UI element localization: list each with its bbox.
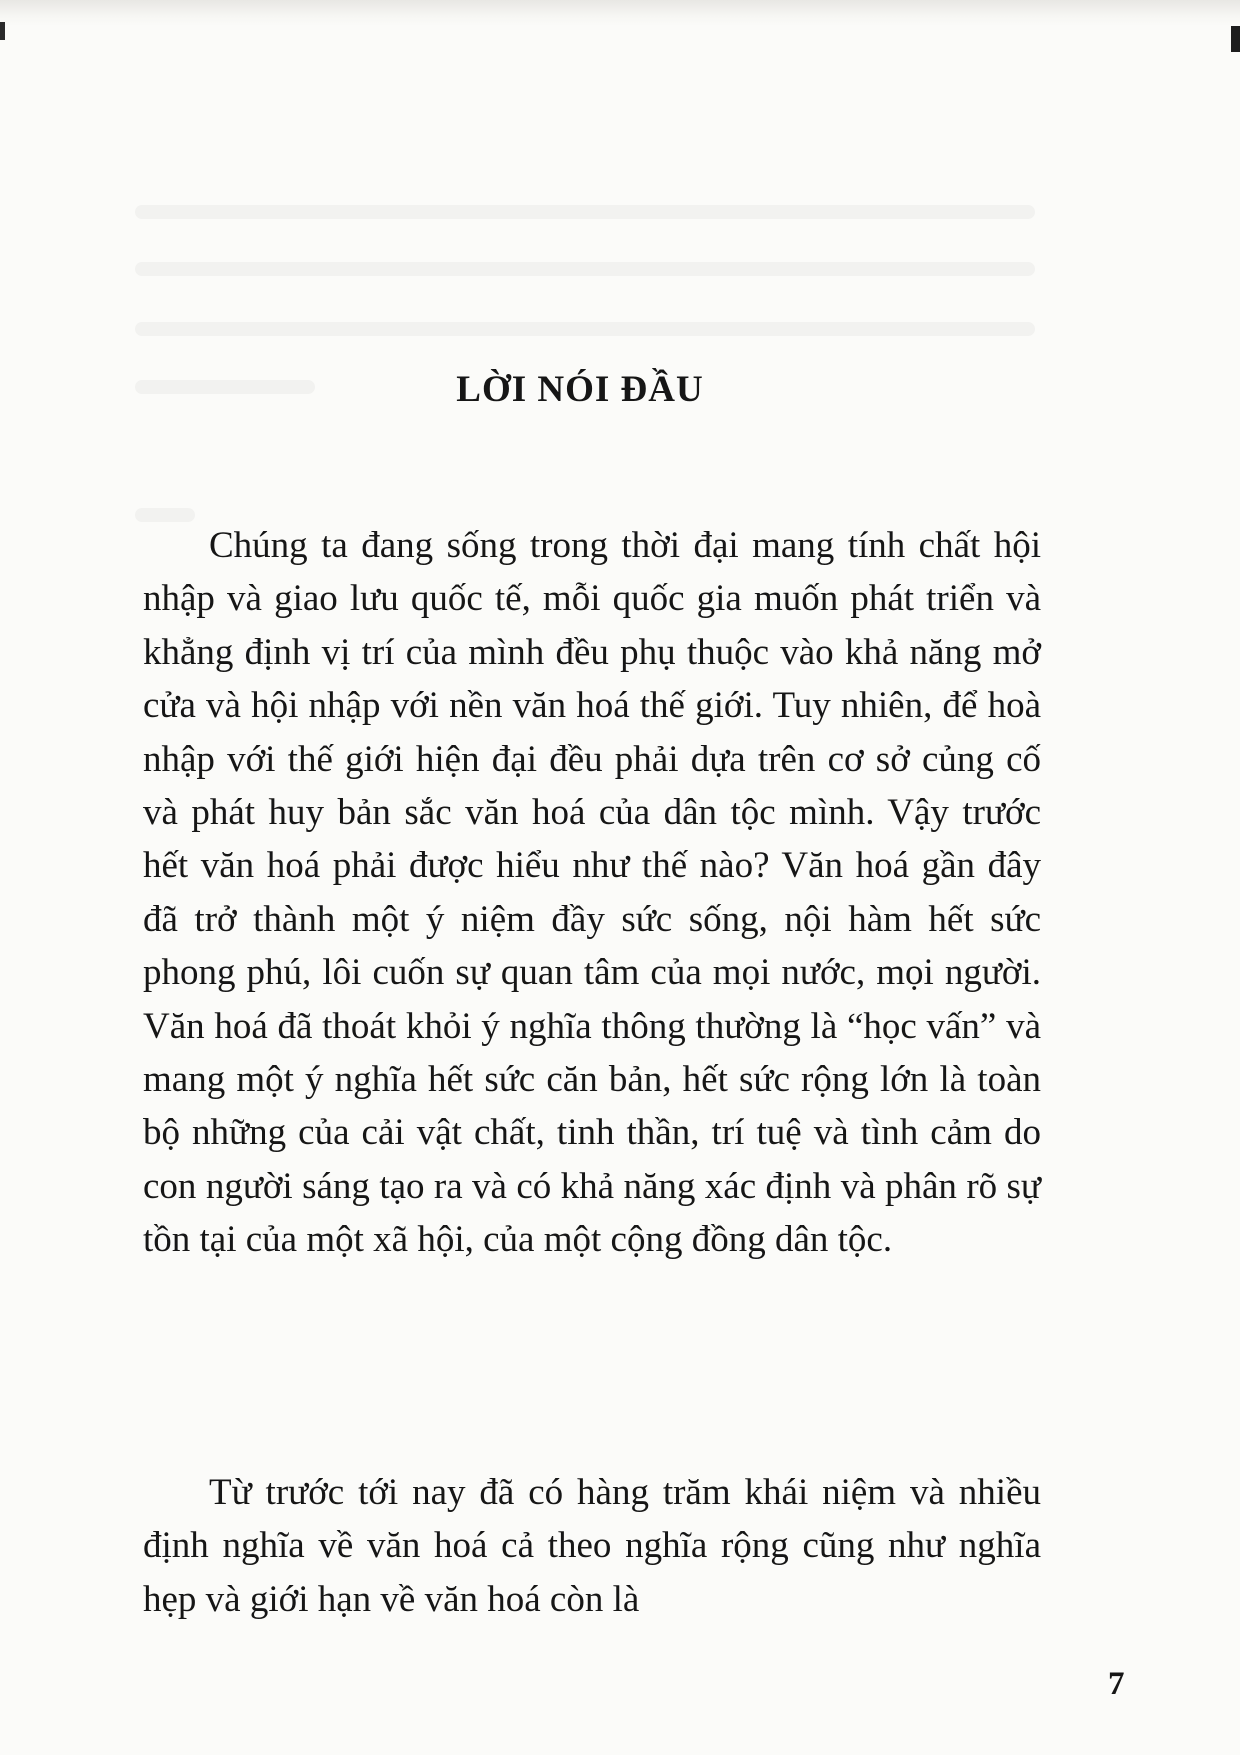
page-title: LỜI NÓI ĐẦU <box>456 369 704 410</box>
scan-top-edge <box>0 0 1240 26</box>
scan-edge-mark-right <box>1231 26 1240 52</box>
scan-edge-mark-left <box>0 22 5 40</box>
page-number: 7 <box>1108 1666 1125 1702</box>
body-paragraph-2: Từ trước tới nay đã có hàng trăm khái niệm và nhiều định nghĩa về văn hoá cả theo nghĩa rộng cũng như nghĩa hẹp và giới hạn về văn hoá còn là <box>143 1472 1041 1620</box>
bleed-through-line <box>135 262 1035 276</box>
bleed-through-line <box>135 205 1035 219</box>
body-paragraph-1: Chúng ta đang sống trong thời đại mang tính chất hội nhập và giao lưu quốc tế, mỗi quốc gia muốn phát triển và khẳng định vị trí của mình đều phụ thuộc vào khả năng mở cửa và hội nhập với nền văn hoá thế giới. Tuy nhiên, để hoà nhập với thế giới hiện đại đều phải dựa trên cơ sở củng cố và phát huy bản sắc văn hoá của dân tộc mình. Vậy trước hết văn hoá phải được hiểu như thế nào? Văn hoá gần đây đã trở thành một ý niệm đầy sức sống, nội hàm hết sức phong phú, lôi cuốn sự quan tâm của mọi nước, mọi người. Văn hoá đã thoát khỏi ý nghĩa thông thường là “học vấn” và mang một ý nghĩa hết sức căn bản, hết sức rộng lớn là toàn bộ những của cải vật chất, tinh thần, trí tuệ và tình cảm do con người sáng tạo ra và có khả năng xác định và phân rõ sự tồn tại của một xã hội, của một cộng đồng dân tộc. <box>143 525 1041 1261</box>
bleed-through-line <box>135 322 1035 336</box>
